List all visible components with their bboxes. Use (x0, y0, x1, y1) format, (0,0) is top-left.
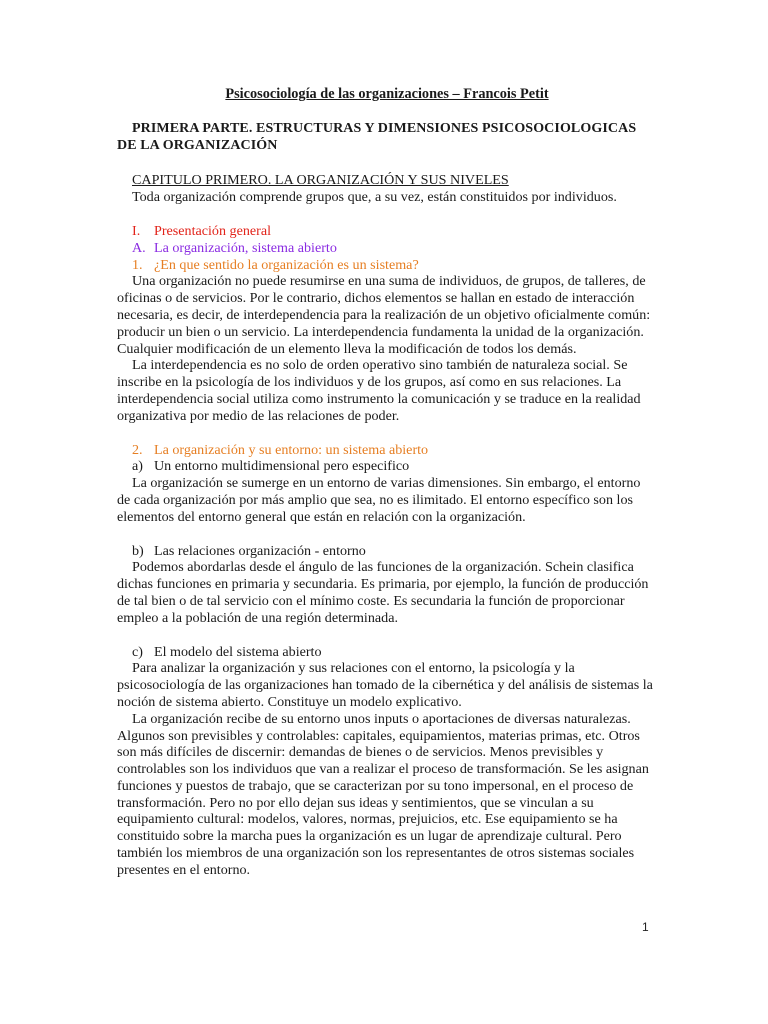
subsection-heading-2b (132, 543, 657, 560)
subsection-heading-2c (132, 644, 657, 661)
chapter-intro: Toda organización comprende grupos que, a su vez, están constituidos por individuos. (132, 189, 617, 206)
section-title: La organización, sistema abierto (154, 239, 337, 256)
body-paragraph: Una organización no puede resumirse en una suma de individuos, de grupos, de talleres, de oficinas o de servicios. Por le contrario, dichos elementos se hallan en estado de interacción necesaria, es decir, de interdependencia para la realización de un objetivo oficialmente común: producir un bien o un servicio. La interdependencia fundamenta la unidad de la organización. Cualquier modificación de un elemento lleva la modificación de todos los demás. (117, 273, 651, 357)
spacer (117, 425, 657, 442)
section-title: ¿En que sentido la organización es un sistema? (154, 256, 419, 273)
section-heading-i (132, 223, 657, 240)
subsection-title: Un entorno multidimensional pero especifico (154, 458, 410, 475)
page-number: 1 (642, 920, 649, 934)
body-paragraph: La organización recibe de su entorno unos inputs o aportaciones de diversas naturalezas. Algunos son previsibles y controlables: capitales, equipamientos, materias primas, etc. Otros son más difíciles de discernir: demandas de bienes o de servicios. Menos previsibles y controlables son los individuos que van a realizar el proceso de transformación. Se les asignan funciones y puestos de trabajo, que se caracterizan por su tono impersonal, en el proceso de transformación. Pero no por ello dejan sus ideas y sentimientos, que se vinculan a su equipamiento cultural: modelos, valores, normas, prejuicios, etc. Ese equipamiento se ha constituido sobre la marcha pues la organización es un lugar de aprendizaje cultural. Pero también los miembros de una organización son los representantes de otros sistemas sociales presentes en el entorno. (117, 710, 649, 878)
section-title: Presentación general (154, 222, 272, 239)
section-marker: 2. (132, 441, 143, 458)
spacer (117, 526, 657, 543)
section-heading-a (132, 240, 657, 257)
body-paragraph: La organización se sumerge en un entorno de varias dimensiones. Sin embargo, el entorno de cada organización por más amplio que sea, no es ilimitado. El entorno específico son los elementos del entorno general que están en relación con la organización. (117, 475, 641, 525)
section-title: La organización y su entorno: un sistema abierto (154, 441, 429, 458)
spacer (117, 627, 657, 644)
subsection-heading-2a (132, 458, 657, 475)
document-title: Psicosociología de las organizaciones – Francois Petit (225, 86, 549, 102)
part-heading: PRIMERA PARTE. ESTRUCTURAS Y DIMENSIONES PSICOSOCIOLOGICAS DE LA ORGANIZACIÓN (117, 120, 637, 153)
body-paragraph: La interdependencia es no solo de orden operativo sino también de naturaleza social. Se inscribe en la psicología de los individuos y de los grupos, así como en sus relaciones. La interdependencia social utiliza como instrumento la comunicación y se traduce en la realidad organizativa por medio de las relaciones de poder. (117, 357, 641, 424)
subsection-marker: b) (132, 542, 144, 559)
body-paragraph: Para analizar la organización y sus relaciones con el entorno, la psicología y la psicosociología de las organizaciones han tomado de la cibernética y del análisis de sistemas la noción de sistema abierto. Constituye un modelo explicativo. (117, 660, 653, 710)
subsection-title: El modelo del sistema abierto (154, 643, 322, 660)
section-heading-2 (132, 442, 657, 459)
section-heading-1 (132, 257, 657, 274)
subsection-marker: a) (132, 458, 143, 475)
subsection-title: Las relaciones organización - entorno (154, 542, 366, 559)
body-paragraph: Podemos abordarlas desde el ángulo de las funciones de la organización. Schein clasifica dichas funciones en primaria y secundaria. Es primaria, por ejemplo, la función de producción de tal bien o de tal servicio con el mínimo coste. Es secundaria la función de proporcionar empleo a la población de una región determinada. (117, 559, 649, 626)
document-body (117, 86, 657, 879)
section-marker: A. (132, 239, 146, 256)
subsection-marker: c) (132, 643, 143, 660)
section-marker: I. (132, 222, 141, 239)
chapter-heading: CAPITULO PRIMERO. LA ORGANIZACIÓN Y SUS NIVELES (132, 172, 509, 189)
section-marker: 1. (132, 256, 143, 273)
